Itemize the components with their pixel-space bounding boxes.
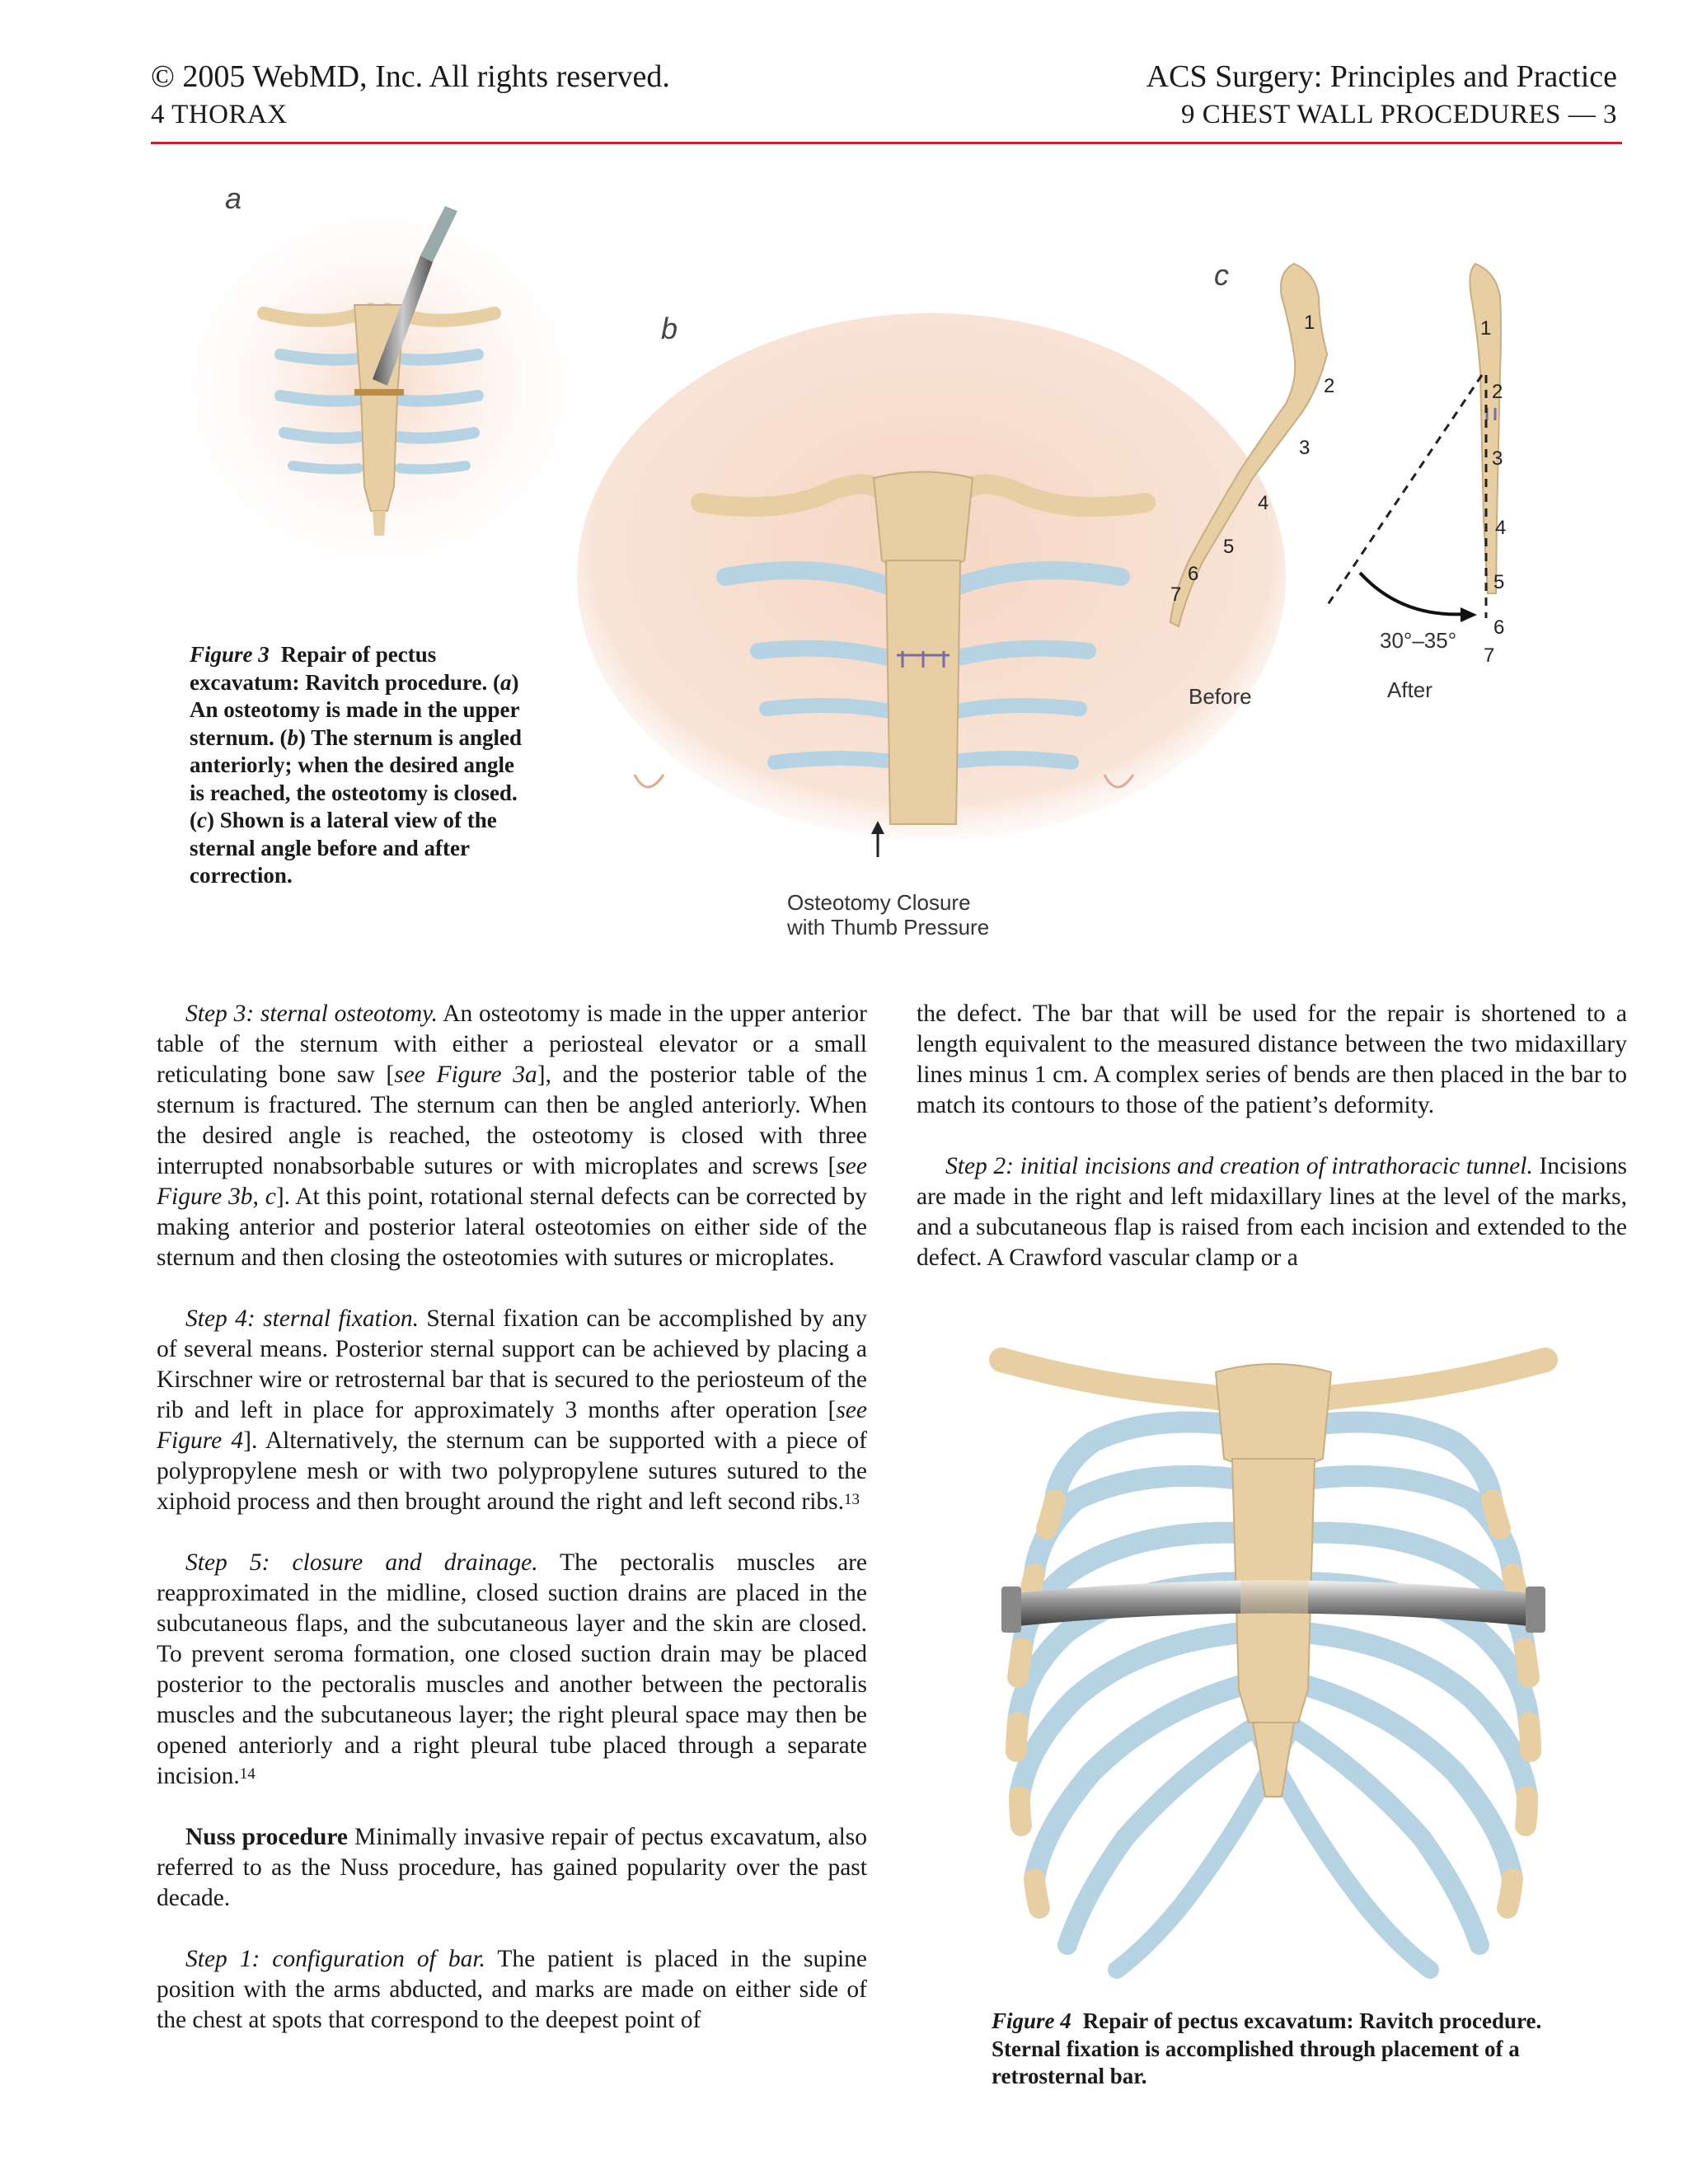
reference-number: 14 [239,1765,256,1783]
reference-number: 13 [844,1491,860,1508]
figure3-caption-label: Figure 3 [190,642,270,667]
step3-text: ], and the posterior table of the sternum is fractured. The sternum can then be angled anteriorly. When the desired angle is reached, the osteotomy is closed with three interrupted nonabsorbable sutures or with microplates and screws [ [157,1062,867,1179]
nuss-text: Minimally invasive repair of pectus excavatum, also referred to as the Nuss procedure, has gained popularity over the past decade. [157,1824,867,1911]
header-left [151,58,670,134]
step2-text: Incisions are made in the right and left midaxillary lines at the level of the marks, and a subcutaneous flap is raised from each incision and extended to the defect. A Crawford vascular clamp or a [917,1153,1627,1271]
angle-label: 30°–35° [1380,628,1457,653]
before-rib-number: 3 [1299,437,1311,459]
nuss-paragraph [157,1822,867,1914]
caption-text: ) The sternum is angled anteriorly; when the desired angle is reached, the osteotomy is closed. ( [190,724,523,832]
caption-panel-ref: a [499,669,512,695]
header-right [1146,58,1617,134]
step3-text: ]. At this point, rotational sternal defects can be corrected by making anterior and posterior lateral osteotomies on either side of the sternum and then closing the osteotomies with sutures or microplates. [157,1183,868,1271]
caption-panel-ref: b [287,724,298,750]
step4-text: Sternal fixation can be accomplished by any of several means. Posterior sternal support can be achieved by placing a Kirschner wire or retrosternal bar that is secured to the periosteum of the rib and left in place for approximately 3 months after operation [ [157,1305,867,1423]
right-column [917,999,1627,1304]
before-rib-number: 5 [1223,536,1235,558]
figure4-illustration [968,1335,1578,1994]
caption-text: ) Shown is a lateral view of the sternal angle before and after correction. [190,808,497,888]
step4-paragraph [157,1304,867,1517]
step1-name: Step 1: configuration of bar. [185,1946,485,1972]
after-rib-number: 2 [1492,381,1503,403]
step4-name: Step 4: sternal fixation. [185,1305,419,1332]
after-label: After [1387,677,1432,702]
step3-paragraph [157,999,867,1273]
caption-text: Repair of pectus excavatum: Ravitch procedure. Sternal fixation is accomplished through placement of a retrosternal bar. [992,2008,1542,2088]
step4-text: ]. Alternatively, the sternum can be supported with a piece of polypropylene mesh or with two polypropylene sutures sutured to the xiphoid process and then brought around the right and left second ribs. [157,1427,867,1515]
caption-panel-ref: c [197,808,207,832]
figure3a-illustration [181,206,577,569]
copyright-text: © 2005 WebMD, Inc. All rights reserved. [151,59,670,94]
figure-ref: see Figure 3b, c [157,1153,867,1210]
figure-ref: see Figure 4 [157,1397,867,1454]
step1-text: The patient is placed in the supine position with the arms abducted, and marks are made on either side of the chest at spots that correspond to the deepest point of [157,1946,867,2033]
before-rib-number: 2 [1324,375,1335,397]
figure4-caption-label: Figure 4 [992,2008,1071,2033]
before-label: Before [1189,684,1252,709]
caption-text: Repair of pectus excavatum: Ravitch procedure. ( [190,642,500,695]
step5-text: The pectoralis muscles are reapproximated in the midline, closed suction drains are placed in the subcutaneous flaps, and the subcutaneous layer and the skin are closed. To prevent seroma formation, one closed suction drain may be placed posterior to the pectoralis muscles and another between the pectoralis muscles and the subcutaneous layer; the right pleural space may then be opened anteriorly and a right pleural tube placed through a separate incision. [157,1549,867,1789]
section-label: 4 THORAX [151,100,288,129]
after-rib-number: 1 [1480,317,1492,340]
after-rib-number: 6 [1493,616,1505,639]
caption-text: ) An osteotomy is made in the upper sternum. ( [190,669,520,750]
after-rib-number: 3 [1492,448,1503,470]
before-rib-number: 7 [1170,583,1182,606]
step3-text: An osteotomy is made in the upper anterior table of the sternum with either a periosteal elevator or a small reticulating bone saw [ [157,1001,868,1088]
osteotomy-label-line1: Osteotomy Closure [787,890,971,915]
chapter-label: 9 CHEST WALL PROCEDURES — 3 [1180,100,1617,129]
figure3-panel-a-letter: a [225,181,242,215]
figure3-caption [190,641,528,890]
left-column [157,999,867,2066]
continued-paragraph: the defect. The bar that will be used for the repair is shortened to a length equivalent to the measured distance between the two midaxillary lines minus 1 cm. A complex series of bends are then placed in the bar to match its contours to those of the patient’s deformity. [917,1001,1627,1118]
osteotomy-label-line2: with Thumb Pressure [787,915,990,940]
nuss-heading: Nuss procedure [185,1824,349,1850]
book-title: ACS Surgery: Principles and Practice [1146,59,1617,94]
after-rib-number: 4 [1495,517,1507,539]
figure-ref: see Figure 3a [394,1062,537,1088]
step5-paragraph [157,1548,867,1792]
figure3-panel-b-letter: b [661,312,678,345]
before-rib-number: 6 [1188,563,1199,585]
step3-name: Step 3: sternal osteotomy. [185,1001,438,1027]
step5-name: Step 5: closure and drainage. [185,1549,538,1576]
step2-name: Step 2: initial incisions and creation of intrathoracic tunnel. [945,1153,1533,1179]
figure4-caption [992,2008,1568,2091]
after-rib-number: 5 [1493,571,1505,593]
osteotomy-closure-label [787,890,989,940]
before-rib-number: 4 [1258,492,1269,514]
step2-paragraph [917,1151,1627,1273]
header-rule [151,142,1622,144]
after-rib-number: 7 [1484,644,1495,667]
step1-paragraph [157,1944,867,2036]
figure3-panel-c-letter: c [1214,258,1229,292]
before-rib-number: 1 [1304,312,1315,334]
